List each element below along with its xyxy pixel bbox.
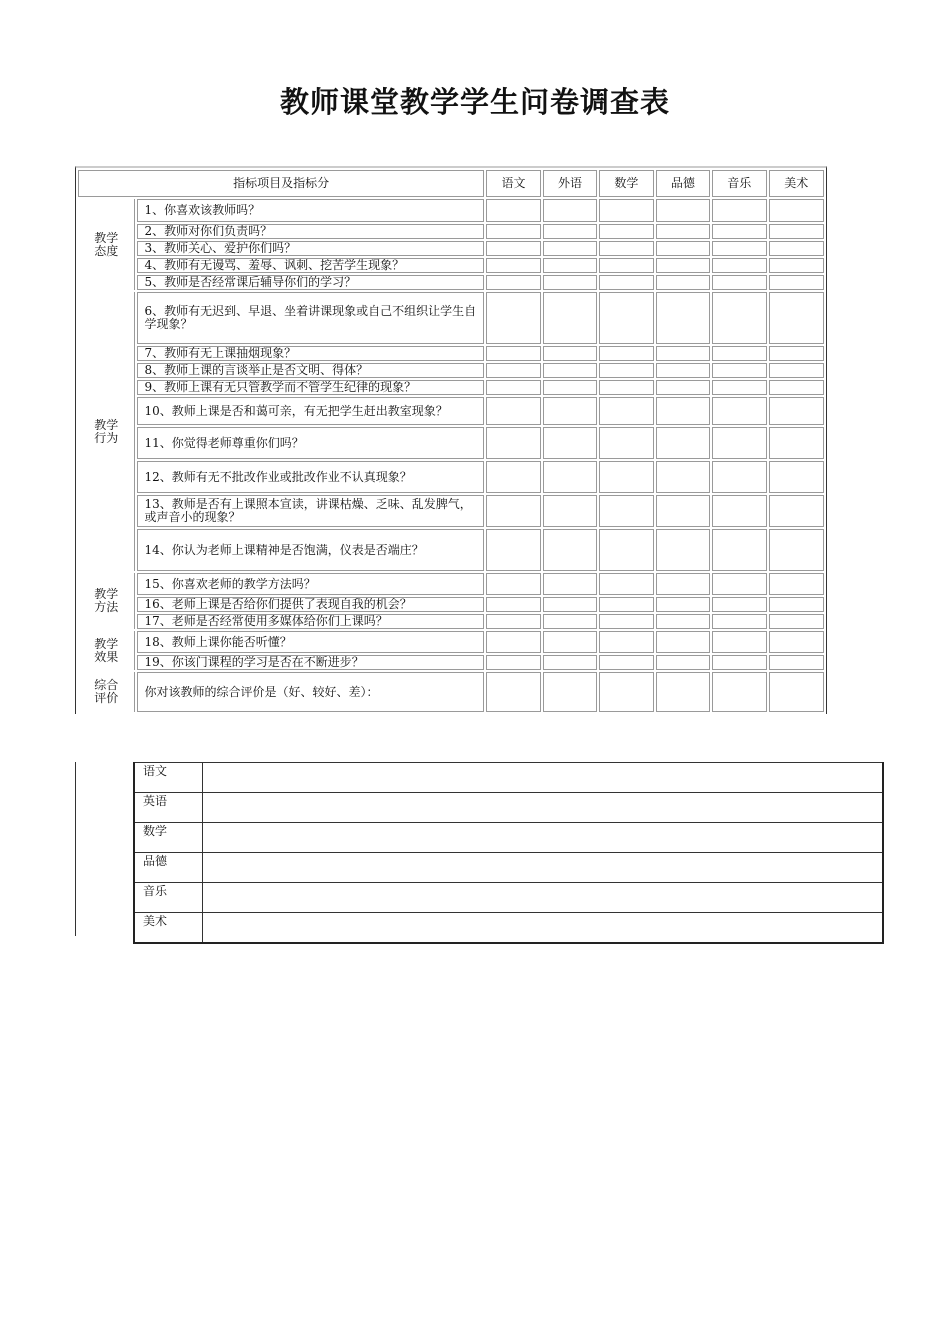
- score-cell[interactable]: [712, 672, 766, 712]
- score-cell[interactable]: [769, 258, 825, 273]
- comment-field[interactable]: [202, 823, 883, 853]
- score-cell[interactable]: [599, 529, 653, 571]
- score-cell[interactable]: [543, 597, 597, 612]
- score-cell[interactable]: [656, 275, 710, 290]
- score-cell[interactable]: [712, 241, 766, 256]
- question-row: [78, 614, 824, 629]
- question-row: [78, 529, 824, 571]
- question-row: [78, 363, 824, 378]
- comment-subject-label: 音乐: [134, 883, 202, 913]
- score-cell[interactable]: [712, 380, 766, 395]
- score-cell[interactable]: [599, 495, 653, 527]
- score-cell[interactable]: [543, 397, 597, 425]
- question-row: [78, 241, 824, 256]
- score-cell[interactable]: [769, 655, 825, 670]
- question-text: 5、教师是否经常课后辅导你们的学习？: [137, 275, 484, 290]
- score-cell[interactable]: [543, 241, 597, 256]
- score-cell[interactable]: [656, 495, 710, 527]
- comment-subject-label: 英语: [134, 793, 202, 823]
- comment-row: [134, 793, 883, 823]
- question-row: [78, 495, 824, 527]
- score-cell[interactable]: [769, 529, 825, 571]
- score-cell[interactable]: [656, 573, 710, 595]
- score-cell[interactable]: [599, 461, 653, 493]
- category-label: 教学: [94, 587, 119, 601]
- score-cell[interactable]: [486, 597, 540, 612]
- score-cell[interactable]: [599, 631, 653, 653]
- score-cell[interactable]: [543, 655, 597, 670]
- score-cell[interactable]: [769, 275, 825, 290]
- question-text: 你对该教师的综合评价是（好、较好、差）：: [137, 672, 484, 712]
- comment-row: [134, 853, 883, 883]
- comment-row: [134, 823, 883, 853]
- comment-row: [134, 883, 883, 913]
- question-row: [78, 380, 824, 395]
- score-cell[interactable]: [543, 258, 597, 273]
- question-text: 17、老师是否经常使用多媒体给你们上课吗？: [137, 614, 484, 629]
- category-label: 行为: [94, 430, 119, 445]
- score-cell[interactable]: [543, 495, 597, 527]
- question-text: 12、教师有无不批改作业或批改作业不认真现象？: [137, 461, 484, 493]
- score-cell[interactable]: [769, 397, 825, 425]
- score-cell[interactable]: [599, 427, 653, 459]
- score-cell[interactable]: [486, 655, 540, 670]
- category-label: 教学: [94, 417, 119, 432]
- score-cell[interactable]: [543, 346, 597, 361]
- score-cell[interactable]: [656, 655, 710, 670]
- score-cell[interactable]: [486, 614, 540, 629]
- score-cell[interactable]: [712, 655, 766, 670]
- score-cell[interactable]: [769, 427, 825, 459]
- question-text: 6、教师有无迟到、早退、坐着讲课现象或自己不组织让学生自学现象？: [137, 292, 484, 344]
- question-row: [78, 597, 824, 612]
- score-cell[interactable]: [712, 631, 766, 653]
- score-cell[interactable]: [543, 427, 597, 459]
- score-cell[interactable]: [486, 631, 540, 653]
- score-cell[interactable]: [543, 573, 597, 595]
- comment-row: [134, 763, 883, 793]
- score-cell[interactable]: [769, 224, 825, 239]
- subject-header: 音乐: [712, 170, 766, 197]
- question-row: [78, 655, 824, 670]
- question-row: [78, 224, 824, 239]
- score-cell[interactable]: [769, 346, 825, 361]
- comment-subject-label: 美术: [134, 913, 202, 944]
- question-text: 15、你喜欢老师的教学方法吗？: [137, 573, 484, 595]
- score-cell[interactable]: [599, 672, 653, 712]
- category-label: 方法: [94, 600, 119, 614]
- question-row: [78, 672, 824, 712]
- score-cell[interactable]: [543, 292, 597, 344]
- score-cell[interactable]: [543, 529, 597, 571]
- score-cell[interactable]: [599, 655, 653, 670]
- score-cell[interactable]: [656, 397, 710, 425]
- score-cell[interactable]: [712, 573, 766, 595]
- score-cell[interactable]: [712, 614, 766, 629]
- category-label: 综合: [94, 678, 119, 692]
- score-cell[interactable]: [712, 275, 766, 290]
- question-row: [78, 631, 824, 653]
- question-row: [78, 258, 824, 273]
- score-cell[interactable]: [599, 614, 653, 629]
- score-cell[interactable]: [543, 380, 597, 395]
- score-cell[interactable]: [656, 224, 710, 239]
- score-cell[interactable]: [769, 631, 825, 653]
- score-cell[interactable]: [486, 199, 540, 222]
- score-cell[interactable]: [486, 461, 540, 493]
- indicator-header: 指标项目及指标分: [78, 170, 484, 197]
- score-cell[interactable]: [656, 597, 710, 612]
- score-cell[interactable]: [543, 631, 597, 653]
- score-cell[interactable]: [656, 529, 710, 571]
- question-row: [78, 461, 824, 493]
- question-text: 13、教师是否有上课照本宣读，讲课枯燥、乏味、乱发脾气，或声音小的现象？: [137, 495, 484, 527]
- category-label: 教学: [94, 230, 119, 245]
- score-cell[interactable]: [543, 363, 597, 378]
- score-cell[interactable]: [599, 363, 653, 378]
- score-cell[interactable]: [656, 346, 710, 361]
- comment-field[interactable]: [202, 793, 883, 823]
- score-cell[interactable]: [486, 292, 540, 344]
- score-cell[interactable]: [656, 199, 710, 222]
- score-cell[interactable]: [769, 461, 825, 493]
- score-cell[interactable]: [599, 199, 653, 222]
- score-cell[interactable]: [656, 241, 710, 256]
- score-cell[interactable]: [599, 275, 653, 290]
- score-cell[interactable]: [599, 241, 653, 256]
- score-cell[interactable]: [543, 275, 597, 290]
- comment-subject-label: 数学: [134, 823, 202, 853]
- score-cell[interactable]: [486, 427, 540, 459]
- comment-field[interactable]: [202, 763, 883, 793]
- category-cell: [78, 199, 135, 290]
- category-cell: [78, 292, 135, 571]
- score-cell[interactable]: [769, 614, 825, 629]
- subject-header: 数学: [599, 170, 653, 197]
- score-cell[interactable]: [486, 363, 540, 378]
- subject-header: 品德: [656, 170, 710, 197]
- comment-field[interactable]: [202, 883, 883, 913]
- score-cell[interactable]: [769, 363, 825, 378]
- category-label: 效果: [94, 649, 119, 664]
- question-text: 16、老师上课是否给你们提供了表现自我的机会？: [137, 597, 484, 612]
- survey-table: [75, 166, 827, 714]
- score-cell[interactable]: [712, 199, 766, 222]
- comment-subject-label: 语文: [134, 763, 202, 793]
- score-cell[interactable]: [486, 529, 540, 571]
- score-cell[interactable]: [769, 573, 825, 595]
- question-text: 3、教师关心、爱护你们吗？: [137, 241, 484, 256]
- question-text: 18、教师上课你能否听懂？: [137, 631, 484, 653]
- score-cell[interactable]: [712, 495, 766, 527]
- score-cell[interactable]: [543, 672, 597, 712]
- score-cell[interactable]: [486, 380, 540, 395]
- question-text: 11、你觉得老师尊重你们吗？: [137, 427, 484, 459]
- question-text: 4、教师有无谩骂、羞辱、讽刺、挖苦学生现象？: [137, 258, 484, 273]
- score-cell[interactable]: [712, 258, 766, 273]
- score-cell[interactable]: [543, 461, 597, 493]
- subject-header: 外语: [543, 170, 597, 197]
- question-text: 9、教师上课有无只管教学而不管学生纪律的现象？: [137, 380, 484, 395]
- score-cell[interactable]: [486, 397, 540, 425]
- comment-subject-label: 品德: [134, 853, 202, 883]
- question-row: [78, 346, 824, 361]
- score-cell[interactable]: [486, 495, 540, 527]
- question-row: [78, 427, 824, 459]
- score-cell[interactable]: [543, 199, 597, 222]
- question-text: 19、你该门课程的学习是否在不断进步？: [137, 655, 484, 670]
- question-row: [78, 573, 824, 595]
- comment-area: [75, 762, 885, 936]
- score-cell[interactable]: [769, 672, 825, 712]
- score-cell[interactable]: [656, 380, 710, 395]
- score-cell[interactable]: [769, 597, 825, 612]
- subject-header: 美术: [769, 170, 825, 197]
- score-cell[interactable]: [656, 614, 710, 629]
- comment-row: [134, 913, 883, 944]
- score-cell[interactable]: [712, 461, 766, 493]
- score-cell[interactable]: [599, 597, 653, 612]
- score-cell[interactable]: [543, 224, 597, 239]
- score-cell[interactable]: [599, 224, 653, 239]
- score-cell[interactable]: [656, 461, 710, 493]
- score-cell[interactable]: [769, 495, 825, 527]
- score-cell[interactable]: [599, 380, 653, 395]
- score-cell[interactable]: [486, 275, 540, 290]
- category-cell: [78, 672, 135, 712]
- score-cell[interactable]: [769, 241, 825, 256]
- category-label: 评价: [94, 691, 119, 705]
- subject-header: 语文: [486, 170, 540, 197]
- question-text: 8、教师上课的言谈举止是否文明、得体？: [137, 363, 484, 378]
- question-row: [78, 292, 824, 344]
- score-cell[interactable]: [769, 292, 825, 344]
- score-cell[interactable]: [712, 597, 766, 612]
- score-cell[interactable]: [486, 672, 540, 712]
- category-label: 教学: [94, 636, 119, 651]
- score-cell[interactable]: [712, 427, 766, 459]
- score-cell[interactable]: [486, 241, 540, 256]
- question-text: 2、教师对你们负责吗？: [137, 224, 484, 239]
- score-cell[interactable]: [543, 614, 597, 629]
- question-row: [78, 397, 824, 425]
- score-cell[interactable]: [599, 573, 653, 595]
- category-label: 态度: [94, 243, 119, 258]
- score-cell[interactable]: [712, 224, 766, 239]
- score-cell[interactable]: [656, 427, 710, 459]
- score-cell[interactable]: [712, 346, 766, 361]
- score-cell[interactable]: [712, 529, 766, 571]
- comment-area-left-border: [75, 762, 76, 936]
- score-cell[interactable]: [712, 397, 766, 425]
- category-cell: [78, 573, 135, 629]
- score-cell[interactable]: [486, 258, 540, 273]
- score-cell[interactable]: [486, 224, 540, 239]
- score-cell[interactable]: [486, 573, 540, 595]
- score-cell[interactable]: [769, 199, 825, 222]
- score-cell[interactable]: [599, 258, 653, 273]
- score-cell[interactable]: [712, 363, 766, 378]
- score-cell[interactable]: [486, 346, 540, 361]
- question-text: 1、你喜欢该教师吗？: [137, 199, 484, 222]
- score-cell[interactable]: [599, 292, 653, 344]
- score-cell[interactable]: [656, 631, 710, 653]
- question-row: [78, 275, 824, 290]
- score-cell[interactable]: [656, 292, 710, 344]
- question-row: [78, 199, 824, 222]
- category-cell: [78, 631, 135, 670]
- question-text: 10、教师上课是否和蔼可亲，有无把学生赶出教室现象？: [137, 397, 484, 425]
- page-title: 教师课堂教学学生问卷调查表: [279, 85, 670, 119]
- question-text: 7、教师有无上课抽烟现象？: [137, 346, 484, 361]
- score-cell[interactable]: [599, 346, 653, 361]
- score-cell[interactable]: [712, 292, 766, 344]
- comment-field[interactable]: [202, 853, 883, 883]
- score-cell[interactable]: [769, 380, 825, 395]
- score-cell[interactable]: [656, 363, 710, 378]
- score-cell[interactable]: [599, 397, 653, 425]
- comment-field[interactable]: [202, 913, 883, 944]
- score-cell[interactable]: [656, 258, 710, 273]
- question-text: 14、你认为老师上课精神是否饱满，仪表是否端庄？: [137, 529, 484, 571]
- header-row: [78, 170, 824, 197]
- score-cell[interactable]: [656, 672, 710, 712]
